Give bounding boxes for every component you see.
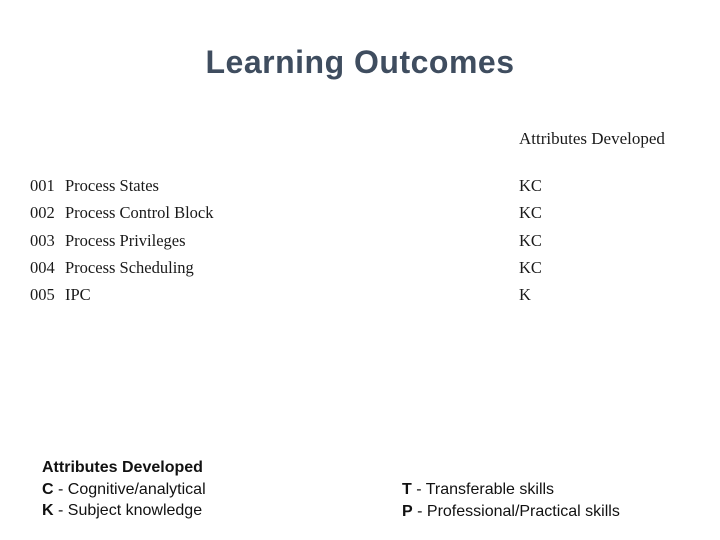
outcome-row	[30, 203, 590, 230]
legend-key: C	[42, 480, 54, 498]
legend-key: T	[402, 481, 412, 498]
legend-text: - Subject knowledge	[53, 502, 203, 519]
outcome-attributes: KC	[519, 176, 542, 195]
outcome-code: 002	[30, 203, 55, 223]
outcome-code: 001	[30, 176, 55, 195]
legend-key: K	[42, 502, 54, 519]
outcome-code: 004	[30, 257, 55, 277]
outcome-row	[30, 285, 590, 312]
outcome-code: 003	[30, 230, 55, 250]
outcome-name: Process Scheduling	[65, 257, 194, 277]
page-title: Learning Outcomes	[205, 44, 515, 80]
legend-item	[42, 500, 206, 522]
outcome-attributes: K	[519, 285, 531, 305]
legend-left	[42, 457, 206, 522]
attributes-column-header: Attributes Developed	[519, 129, 665, 148]
outcome-name: IPC	[65, 285, 91, 305]
outcomes-list	[30, 176, 590, 312]
legend-text: - Professional/Practical skills	[412, 502, 620, 520]
outcome-attributes: KC	[519, 203, 542, 223]
outcome-code: 005	[30, 285, 55, 305]
legend-item	[402, 479, 620, 501]
outcome-attributes: KC	[519, 257, 542, 277]
outcome-name: Process States	[65, 176, 159, 195]
legend-item	[402, 501, 620, 523]
legend-item	[42, 479, 206, 501]
outcome-attributes: KC	[519, 230, 542, 250]
outcome-name: Process Control Block	[65, 203, 214, 223]
legend-text: - Transferable skills	[411, 481, 555, 498]
outcome-row	[30, 176, 590, 203]
legend-right	[402, 479, 620, 522]
legend-key: P	[402, 502, 413, 520]
legend-heading: Attributes Developed	[42, 459, 203, 476]
legend-text: - Cognitive/analytical	[53, 480, 206, 498]
outcome-row	[30, 258, 590, 285]
outcome-name: Process Privileges	[65, 230, 186, 250]
outcome-row	[30, 231, 590, 258]
